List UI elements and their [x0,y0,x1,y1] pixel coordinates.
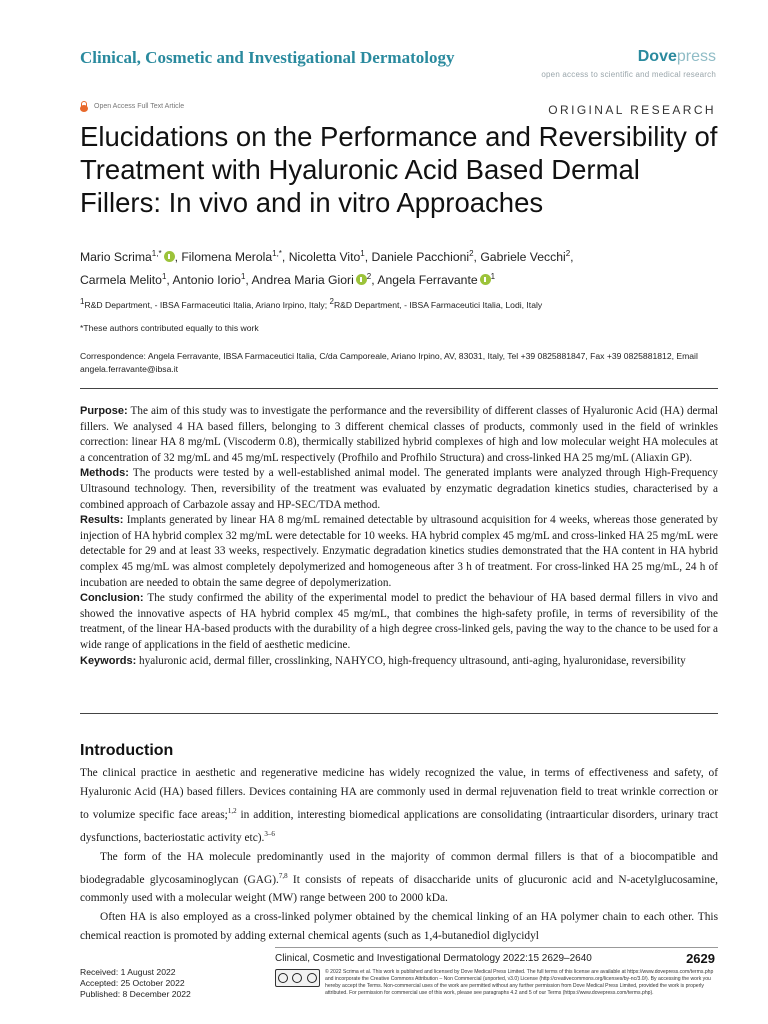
abstract-conclusion: Conclusion: The study confirmed the ability of the experimental model to predict the behaviour of HA based dermal fillers in vivo and showed the innovative aspects of HA hybrid complex 45 mg/mL, that combines the high-safety profile, in terms of reversibility of the treatment, of the linear HA-based products with the durability of a high degree cross-linked gels, paving the way to the chance to be used for a wide range of applications in the field of aesthetic medicine. [80,592,718,651]
orcid-icon[interactable] [356,274,367,285]
license-row [275,969,715,997]
abstract-purpose: Purpose: The aim of this study was to investigate the performance and the reversibility of different classes of Hyaluronic Acid (HA) dermal fillers. We analysed 4 HA based fillers, belonging to 3 different chemical classes of products, commonly used in the field of wrinkles correction: linear HA 8 mg/mL (Viscoderm 0.8), thermically stabilized hybrid complexes of high and low molecular weight HA molecules at a concentration of 32 mg/mL and 45 mg/mL respectively (Profhilo and Profhilo Structura) and cross-linked HA 25 mg/mL (Aliaxin GP). [80,405,718,464]
footer-divider [275,947,718,948]
received-date: Received: 1 August 2022 [80,967,176,977]
journal-title[interactable]: Clinical, Cosmetic and Investigational Dermatology [80,48,455,67]
section-heading-introduction: Introduction [80,742,174,759]
footer-citation-block [275,953,715,997]
author[interactable]: Daniele Pacchioni$^2$ [371,249,474,265]
author[interactable]: Nicoletta Vito$^1$ [288,249,365,265]
license-text: © 2022 Scrima et al. This work is published and licensed by Dove Medical Press Limited. The full terms of this license are available at https://www.dovepress.com/terms.php and incorporate the Creative Commons Attribution – Non Commercial (unported, v3.0) License (http://creativecommons.org/licenses/by-nc/3.0/). By accessing the work you hereby accept the Terms. Non-commercial uses of the work are permitted without any further permission from Dove Medical Press Limited, provided the work is properly attributed. For permission for commercial use of this work, please see paragraphs 4.2 and 5 of our Terms (https://www.dovepress.com/terms.php). [325,969,714,996]
paragraph: The form of the HA molecule predominantly used in the majority of common dermal fillers is that of a biocompatible and biodegradable glycosaminoglycan (GAG).$^{7,8}$ It consists of repeats of disaccharide units of glucuronic acid and N-acetylglucosamine, commonly used with a molecular weight (MW) range between 200 to 2000 kDa. [80,850,718,905]
author[interactable]: Andrea Maria Giori [251,273,354,288]
reference-link[interactable]: 7,8 [278,871,288,880]
author[interactable]: Filomena Merola$^{1,*}$ [181,249,282,265]
equal-contribution-note: *These authors contributed equally to this work [80,323,259,333]
accepted-date: Accepted: 25 October 2022 [80,978,185,988]
article-dates [80,967,191,1000]
open-access-label [80,101,184,112]
publisher-tagline: open access to scientific and medical research [541,70,716,79]
abstract-divider [80,713,718,714]
author[interactable]: Carmela Melito$^1$ [80,272,167,288]
reference-link[interactable]: 1,2 [227,807,237,815]
article-type: ORIGINAL RESEARCH [548,103,716,117]
orcid-icon[interactable] [164,251,175,262]
paragraph: Often HA is also employed as a cross-linked polymer obtained by the chemical linking of an HA polymer chain to each other. This chemical reaction is promoted by adding external chemical agents (such as 1,4-butanediol diglycidyl [80,911,718,943]
reference-link[interactable]: 3–6 [264,829,275,838]
publisher-block [541,48,716,79]
creative-commons-icon[interactable] [275,969,320,987]
abstract [80,404,718,669]
article-title: Elucidations on the Performance and Reversibility of Treatment with Hyaluronic Acid Based Dermal Fillers: In vivo and in vitro Approaches [80,121,718,218]
published-date: Published: 8 December 2022 [80,989,191,999]
cc-circle-icon [278,973,288,983]
abstract-methods: Methods: The products were tested by a well-established animal model. The generated implants were analyzed through High-Frequency Ultrasound technology. Then, reversibility of the treatment was evaluated by enzymatic degradation kinetics studies, characterised by a combined approach of Carbazole assay and HP-SEC/TDA method. [80,467,718,511]
affiliations: $^1$R&D Department, - IBSA Farmaceutici Italia, Ariano Irpino, Italy; $^2$R&D Department, - IBSA Farmaceutici Italia, Lodi, Italy [80,297,543,310]
abstract-results: Results: Implants generated by linear HA 8 mg/mL remained detectable by ultrasound acquisition for 4 weeks, whereas those generated by injection of HA hybrid complex 32 mg/mL were detectable for 10 weeks. HA hybrid complex 45 mg/mL and cross-linked HA 25 mg/mL were detectable for 29 and at least 33 weeks, respectively. Enzymatic degradation kinetics studies demonstrated that the HA content in HA hybrid complex 45 mg/mL was almost completely depolymerized and homogeneous after 3 h of treatment. For cross-linked HA 25 mg/mL, 24 h of incubation are needed to obtain the same degree of depolymerization. [80,514,718,589]
author[interactable]: Antonio Iorio$^1$ [172,272,246,288]
nc-circle-icon [307,973,317,983]
correspondence: Correspondence: Angela Ferravante, IBSA Farmaceutici Italia, C/da Camporeale, Ariano Irpino, AV, 83031, Italy, Tel +39 0825881847, Fax +39 0825881812, Email angela.ferravante@ibsa.it [80,351,698,374]
author[interactable]: Angela Ferravante [377,273,478,288]
open-access-lock-icon [80,101,88,112]
header-divider [80,388,718,389]
brand-accent: press [676,48,716,65]
author-list: Mario Scrima$^{1,*}$ , Filomena Merola$^{1,*}$, Nicoletta Vito$^1$, Daniele Pacchioni$^2$, Gabriele Vecchi$^2$, Carmela Melito$^1$, Antonio Iorio$^1$, Andrea Maria Giori $^2$, Angela Ferravante $^1$ [80,249,574,288]
publisher-logo[interactable] [541,48,716,66]
by-circle-icon [292,973,302,983]
abstract-keywords: Keywords: hyaluronic acid, dermal filler, crosslinking, NAHYCO, high-frequency ultrasound, anti-aging, hyaluronidase, reversibility [80,654,686,667]
author[interactable]: Gabriele Vecchi$^2$ [480,249,571,265]
page-number: 2629 [686,951,715,966]
brand-main: Dove [637,48,677,65]
orcid-icon[interactable] [480,274,491,285]
author[interactable]: Mario Scrima$^{1,*}$ [80,249,162,265]
citation[interactable]: Clinical, Cosmetic and Investigational Dermatology 2022:15 2629–2640 [275,953,592,964]
open-access-text: Open Access Full Text Article [94,103,185,110]
paragraph: The clinical practice in aesthetic and regenerative medicine has widely recognized the value, in terms of effectiveness and safety, of Hyaluronic Acid (HA) based fillers. Devices containing HA are commonly used in dermal rejuvenation field to treat wrinkle correction or to volumize specific face areas;$^{1,2}$ in addition, interesting biomedical applications are consolidating (intraarticular disorders, urinary tract dysfunctions, bacteriostatic activity etc).$^{3-6}$ [80,767,718,844]
introduction-body [80,764,718,946]
